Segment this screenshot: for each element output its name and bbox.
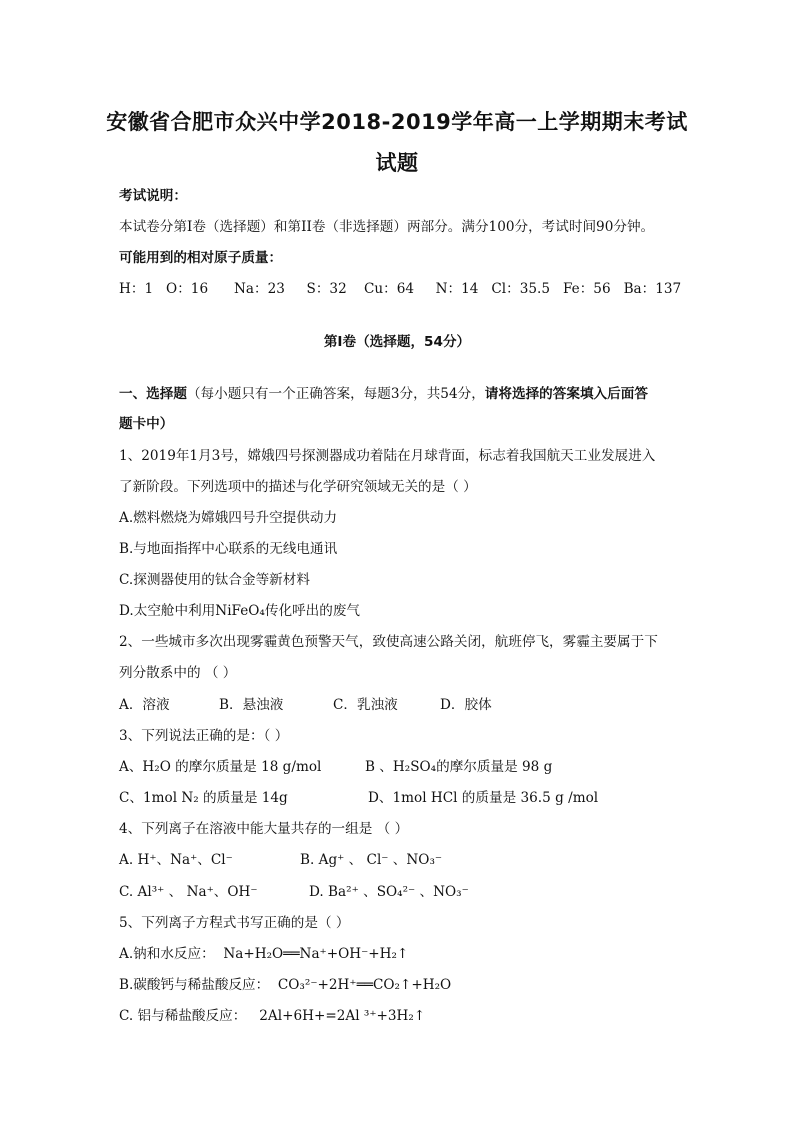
atomic-mass-heading: 可能用到的相对原子质量：: [119, 250, 283, 266]
q3-stem: 3、下列说法正确的是：（ ）: [119, 728, 289, 744]
section-heading-plain: （每小题只有一个正确答案，每题3分，共54分，: [186, 386, 485, 402]
atomic-mass-list: H：1 O：16 Na：23 S：32 Cu：64 N：14 Cl：35.5 Fe：56 Ba：137: [119, 281, 682, 297]
exam-title-line2: 试题: [375, 151, 419, 175]
q1-option-b: B.与地面指挥中心联系的无线电通讯: [119, 541, 338, 557]
section-heading-line2: 题卡中）: [119, 416, 174, 432]
q2-option-c: C．乳浊液: [333, 697, 398, 713]
section-heading: [119, 384, 684, 404]
instructions-text: 本试卷分第I卷（选择题）和第II卷（非选择题）两部分。满分100分，考试时间90分钟。: [119, 219, 655, 235]
q4-stem: 4、下列离子在溶液中能大量共存的一组是 （ ）: [119, 821, 409, 837]
q5-option-a: A.钠和水反应： Na+H₂O══Na⁺+OH⁻+H₂↑: [119, 946, 409, 962]
q4-option-c: C. Al³⁺ 、 Na⁺、OH⁻: [119, 884, 258, 900]
q3-option-c: C、1mol N₂ 的质量是 14g: [119, 790, 288, 806]
q3-option-d: D、1mol HCl 的质量是 36.5 g /mol: [368, 790, 599, 806]
exam-title-line1: 安徽省合肥市众兴中学2018-2019学年高一上学期期末考试: [106, 110, 688, 134]
q2-stem-line1: 2、一些城市多次出现雾霾黄色预警天气，致使高速公路关闭，航班停飞，雾霾主要属于下: [119, 634, 658, 650]
instructions-heading: 考试说明：: [119, 188, 187, 204]
q3-option-a: A、H₂O 的摩尔质量是 18 g/mol: [119, 759, 322, 775]
q1-stem-line2: 了新阶段。下列选项中的描述与化学研究领域无关的是（ ）: [119, 479, 477, 495]
q1-option-a: A.燃料燃烧为嫦娥四号升空提供动力: [119, 510, 338, 526]
q1-stem-line1: 1、2019年1月3号，嫦娥四号探测器成功着陆在月球背面，标志着我国航天工业发展进入: [119, 448, 656, 464]
section-heading-bold2: 请将选择的答案填入后面答: [484, 386, 648, 402]
q4-option-b: B. Ag⁺ 、 Cl⁻ 、NO₃⁻: [300, 852, 443, 868]
q2-option-a: A．溶液: [119, 697, 170, 713]
q3-option-b: B 、H₂SO₄的摩尔质量是 98 g: [365, 759, 553, 775]
q5-option-b: B.碳酸钙与稀盐酸反应： CO₃²⁻+2H⁺══CO₂↑+H₂O: [119, 977, 452, 993]
q5-option-c: C. 铝与稀盐酸反应： 2Al+6H+=2Al ³⁺+3H₂↑: [119, 1008, 426, 1024]
q2-stem-line2: 列分散系中的 （ ）: [119, 665, 237, 681]
section-heading-bold: 一、选择题: [119, 386, 187, 402]
q4-option-a: A. H⁺、Na⁺、Cl⁻: [119, 852, 233, 868]
q1-option-d: D.太空舱中利用NiFeO₄传化呼出的废气: [119, 603, 361, 619]
q1-option-c: C.探测器使用的钛合金等新材料: [119, 572, 310, 588]
q2-option-d: D．胶体: [440, 697, 492, 713]
q4-option-d: D. Ba²⁺ 、SO₄²⁻ 、NO₃⁻: [309, 884, 469, 900]
q5-stem: 5、下列离子方程式书写正确的是（ ）: [119, 915, 350, 931]
section-title: 第I卷（选择题，54分）: [323, 334, 471, 350]
q2-option-b: B．悬浊液: [219, 697, 284, 713]
